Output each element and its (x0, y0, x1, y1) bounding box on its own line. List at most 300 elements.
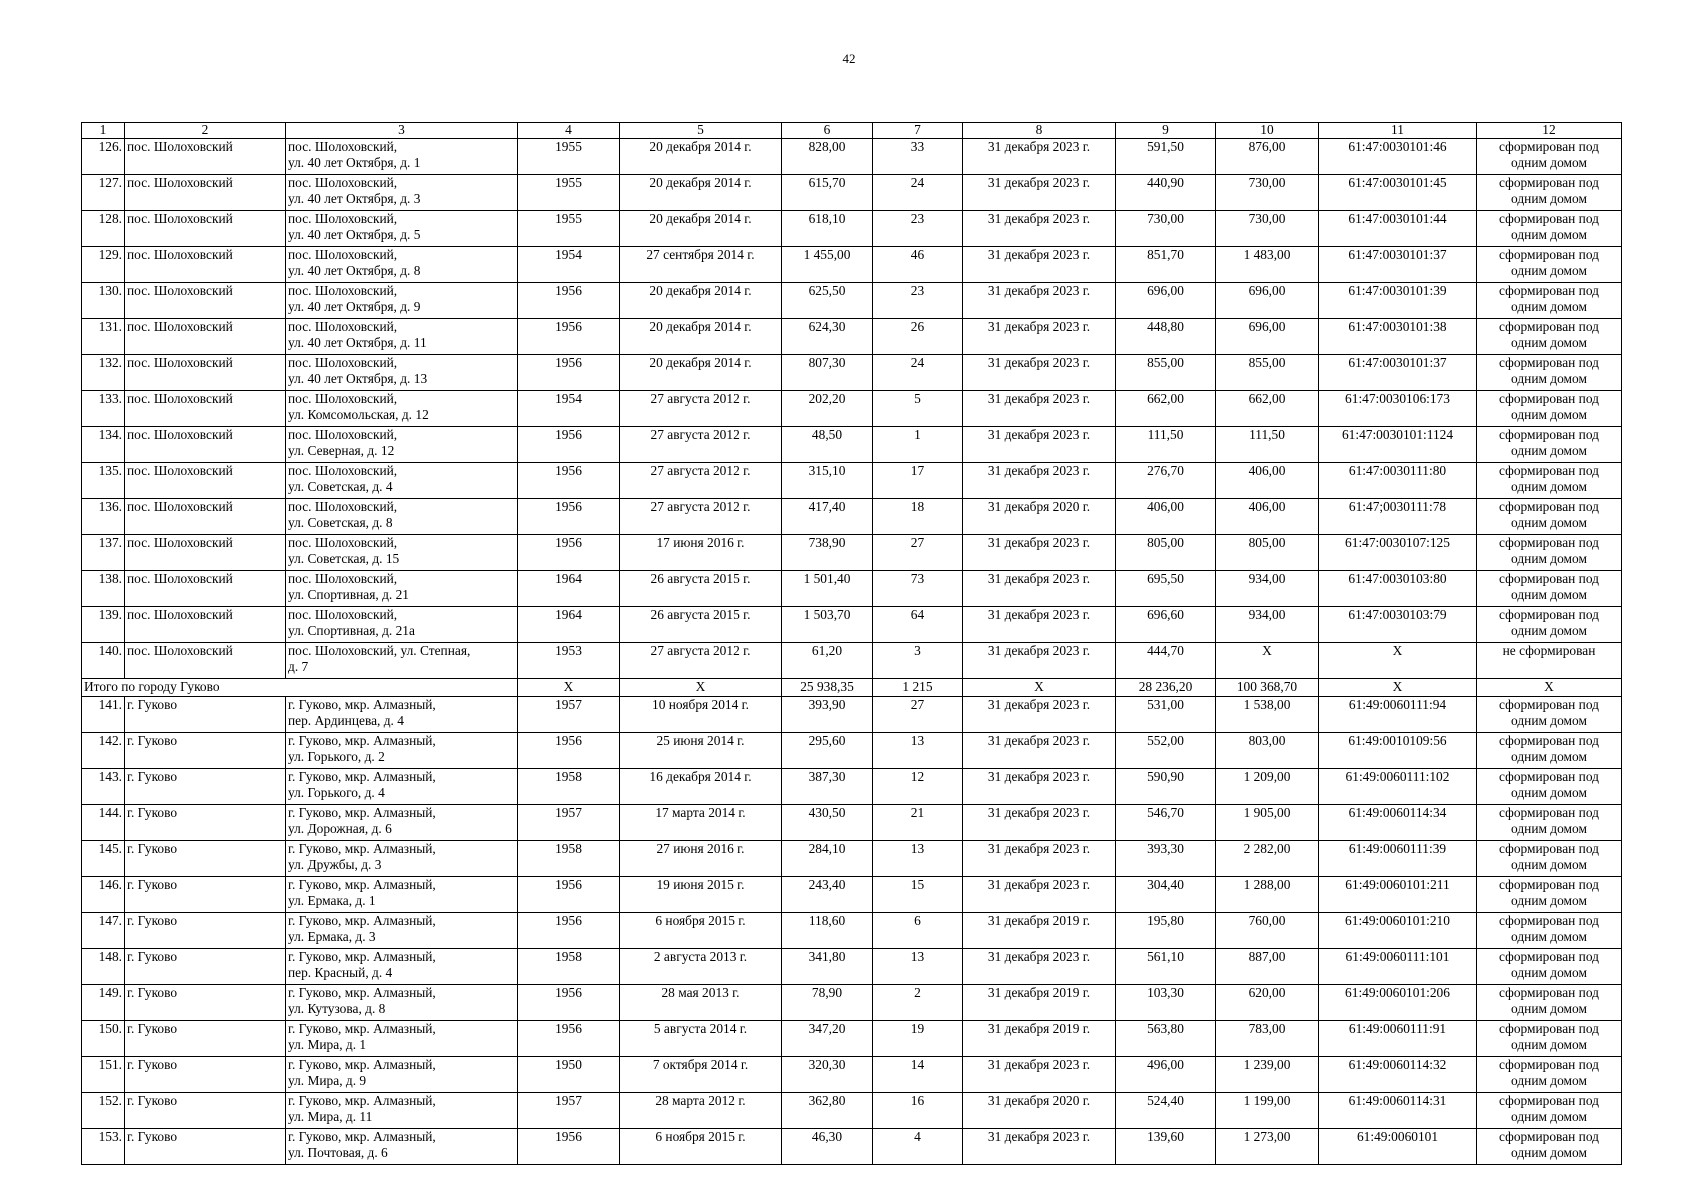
col9-cell: 444,70 (1116, 643, 1216, 679)
deadline-cell: 31 декабря 2023 г. (963, 949, 1116, 985)
address-cell (286, 1129, 518, 1165)
settlement-cell: пос. Шолоховский (125, 607, 286, 643)
status-cell-line2: одним домом (1511, 623, 1587, 638)
residents-cell: 6 (873, 913, 963, 949)
address-cell-line1: г. Гуково, мкр. Алмазный, (288, 769, 436, 784)
address-cell-line1: пос. Шолоховский, (288, 571, 398, 586)
col9-cell: 139,60 (1116, 1129, 1216, 1165)
area-cell: 1 455,00 (782, 247, 873, 283)
col9-cell: 696,60 (1116, 607, 1216, 643)
area-cell: 1 501,40 (782, 571, 873, 607)
table-row (82, 643, 1622, 679)
col9-cell: 393,30 (1116, 841, 1216, 877)
area-cell: 341,80 (782, 949, 873, 985)
col10-cell: 1 239,00 (1216, 1057, 1319, 1093)
status-cell-line2: одним домом (1511, 515, 1587, 530)
address-cell (286, 607, 518, 643)
date-cell: 20 декабря 2014 г. (620, 283, 782, 319)
settlement-cell: г. Гуково (125, 805, 286, 841)
status-cell-line2: одним домом (1511, 965, 1587, 980)
address-cell-line2: ул. Горького, д. 2 (288, 749, 385, 764)
status-cell-line1: сформирован под (1499, 805, 1599, 820)
status-cell-line2: одним домом (1511, 263, 1587, 278)
status-cell-line2: одним домом (1511, 857, 1587, 872)
area-cell: 828,00 (782, 139, 873, 175)
address-cell-line1: г. Гуково, мкр. Алмазный, (288, 1129, 436, 1144)
row-number: 138. (82, 571, 125, 607)
col10-cell: Х (1216, 643, 1319, 679)
deadline-cell: 31 декабря 2023 г. (963, 355, 1116, 391)
address-cell-line2: пер. Красный, д. 4 (288, 965, 393, 980)
cadastral-cell: 61:47:0030103:79 (1319, 607, 1477, 643)
address-cell-line1: пос. Шолоховский, (288, 535, 398, 550)
deadline-cell: 31 декабря 2023 г. (963, 877, 1116, 913)
status-cell-line2: одним домом (1511, 821, 1587, 836)
residents-cell: 19 (873, 1021, 963, 1057)
column-header: 1 (82, 123, 125, 139)
col10-cell: 696,00 (1216, 319, 1319, 355)
residents-cell: 27 (873, 535, 963, 571)
settlement-cell: г. Гуково (125, 913, 286, 949)
col10-cell: 876,00 (1216, 139, 1319, 175)
cadastral-cell: 61:49:0060111:91 (1319, 1021, 1477, 1057)
deadline-cell: 31 декабря 2023 г. (963, 1057, 1116, 1093)
table-row (82, 319, 1622, 355)
row-number: 135. (82, 463, 125, 499)
deadline-cell: 31 декабря 2023 г. (963, 607, 1116, 643)
cadastral-cell: 61:47:0030101:37 (1319, 355, 1477, 391)
col10-cell: 803,00 (1216, 733, 1319, 769)
address-cell-line1: г. Гуково, мкр. Алмазный, (288, 841, 436, 856)
area-cell: 615,70 (782, 175, 873, 211)
status-cell-line2: одним домом (1511, 227, 1587, 242)
residents-cell: 23 (873, 211, 963, 247)
address-cell-line2: ул. 40 лет Октября, д. 3 (288, 191, 421, 206)
residents-cell: 16 (873, 1093, 963, 1129)
area-cell: 48,50 (782, 427, 873, 463)
cadastral-cell: Х (1319, 643, 1477, 679)
settlement-cell: пос. Шолоховский (125, 535, 286, 571)
address-cell-line1: пос. Шолоховский, (288, 247, 398, 262)
status-cell (1477, 733, 1622, 769)
residents-cell: 17 (873, 463, 963, 499)
table-row (82, 1057, 1622, 1093)
status-cell-line1: сформирован под (1499, 1129, 1599, 1144)
table-row (82, 1129, 1622, 1165)
row-number: 130. (82, 283, 125, 319)
date-cell: 6 ноября 2015 г. (620, 1129, 782, 1165)
row-number: 151. (82, 1057, 125, 1093)
date-cell: 10 ноября 2014 г. (620, 697, 782, 733)
table-row (82, 175, 1622, 211)
date-cell: 16 декабря 2014 г. (620, 769, 782, 805)
address-cell-line1: г. Гуково, мкр. Алмазный, (288, 1093, 436, 1108)
col10-cell: 1 273,00 (1216, 1129, 1319, 1165)
status-cell (1477, 1021, 1622, 1057)
row-number: 131. (82, 319, 125, 355)
settlement-cell: г. Гуково (125, 1021, 286, 1057)
status-cell-line1: сформирован под (1499, 841, 1599, 856)
col10-cell: 1 288,00 (1216, 877, 1319, 913)
address-cell (286, 283, 518, 319)
date-cell: 20 декабря 2014 г. (620, 175, 782, 211)
address-cell-line1: пос. Шолоховский, (288, 139, 398, 154)
row-number: 142. (82, 733, 125, 769)
column-header: 10 (1216, 123, 1319, 139)
residents-cell: 12 (873, 769, 963, 805)
year-cell: 1956 (518, 985, 620, 1021)
address-cell-line2: ул. 40 лет Октября, д. 13 (288, 371, 428, 386)
table-row (82, 211, 1622, 247)
deadline-cell: 31 декабря 2023 г. (963, 841, 1116, 877)
date-cell: 27 августа 2012 г. (620, 427, 782, 463)
residents-cell: 2 (873, 985, 963, 1021)
address-cell-line1: г. Гуково, мкр. Алмазный, (288, 697, 436, 712)
address-cell (286, 463, 518, 499)
row-number: 148. (82, 949, 125, 985)
row-number: 140. (82, 643, 125, 679)
row-number: 144. (82, 805, 125, 841)
status-cell (1477, 211, 1622, 247)
cadastral-cell: 61:49:0060114:31 (1319, 1093, 1477, 1129)
status-cell (1477, 247, 1622, 283)
cadastral-cell: 61:49:0060101:211 (1319, 877, 1477, 913)
total-c5: Х (620, 679, 782, 697)
deadline-cell: 31 декабря 2023 г. (963, 1129, 1116, 1165)
cadastral-cell: 61:47:0030101:37 (1319, 247, 1477, 283)
settlement-cell: пос. Шолоховский (125, 499, 286, 535)
date-cell: 7 октября 2014 г. (620, 1057, 782, 1093)
residents-cell: 33 (873, 139, 963, 175)
deadline-cell: 31 декабря 2023 г. (963, 697, 1116, 733)
col10-cell: 696,00 (1216, 283, 1319, 319)
residents-cell: 13 (873, 841, 963, 877)
table-row (82, 733, 1622, 769)
cadastral-cell: 61:47:0030111:80 (1319, 463, 1477, 499)
status-cell (1477, 769, 1622, 805)
table-row (82, 769, 1622, 805)
settlement-cell: пос. Шолоховский (125, 175, 286, 211)
settlement-cell: пос. Шолоховский (125, 211, 286, 247)
column-header: 8 (963, 123, 1116, 139)
table-row (82, 427, 1622, 463)
year-cell: 1956 (518, 535, 620, 571)
status-cell-line1: не сформирован (1502, 643, 1596, 658)
area-cell: 78,90 (782, 985, 873, 1021)
residents-cell: 3 (873, 643, 963, 679)
col9-cell: 406,00 (1116, 499, 1216, 535)
table-row (82, 571, 1622, 607)
cadastral-cell: 61:47:0030103:80 (1319, 571, 1477, 607)
row-number: 152. (82, 1093, 125, 1129)
status-cell-line1: сформирован под (1499, 463, 1599, 478)
deadline-cell: 31 декабря 2023 г. (963, 211, 1116, 247)
residents-cell: 1 (873, 427, 963, 463)
status-cell-line1: сформирован под (1499, 697, 1599, 712)
address-cell (286, 1021, 518, 1057)
col9-cell: 304,40 (1116, 877, 1216, 913)
address-cell-line1: г. Гуково, мкр. Алмазный, (288, 733, 436, 748)
status-cell (1477, 841, 1622, 877)
table-row (82, 535, 1622, 571)
area-cell: 625,50 (782, 283, 873, 319)
address-cell-line2: ул. Почтовая, д. 6 (288, 1145, 388, 1160)
table-row (82, 499, 1622, 535)
date-cell: 26 августа 2015 г. (620, 607, 782, 643)
residents-cell: 64 (873, 607, 963, 643)
settlement-cell: пос. Шолоховский (125, 283, 286, 319)
cadastral-cell: 61:47:0030106:173 (1319, 391, 1477, 427)
settlement-cell: г. Гуково (125, 1093, 286, 1129)
status-cell-line2: одним домом (1511, 785, 1587, 800)
col10-cell: 620,00 (1216, 985, 1319, 1021)
address-cell (286, 697, 518, 733)
area-cell: 284,10 (782, 841, 873, 877)
col9-cell: 111,50 (1116, 427, 1216, 463)
col10-cell: 730,00 (1216, 175, 1319, 211)
total-c8: Х (963, 679, 1116, 697)
col9-cell: 696,00 (1116, 283, 1216, 319)
year-cell: 1956 (518, 463, 620, 499)
deadline-cell: 31 декабря 2023 г. (963, 175, 1116, 211)
date-cell: 6 ноября 2015 г. (620, 913, 782, 949)
date-cell: 27 июня 2016 г. (620, 841, 782, 877)
address-cell (286, 805, 518, 841)
cadastral-cell: 61:49:0060111:39 (1319, 841, 1477, 877)
status-cell-line1: сформирован под (1499, 949, 1599, 964)
area-cell: 362,80 (782, 1093, 873, 1129)
status-cell (1477, 1093, 1622, 1129)
residents-cell: 4 (873, 1129, 963, 1165)
col9-cell: 524,40 (1116, 1093, 1216, 1129)
year-cell: 1956 (518, 913, 620, 949)
address-cell-line1: г. Гуково, мкр. Алмазный, (288, 913, 436, 928)
column-header: 4 (518, 123, 620, 139)
cadastral-cell: 61:47:0030101:1124 (1319, 427, 1477, 463)
col10-cell: 406,00 (1216, 463, 1319, 499)
cadastral-cell: 61:47;0030111:78 (1319, 499, 1477, 535)
address-cell (286, 247, 518, 283)
col9-cell: 563,80 (1116, 1021, 1216, 1057)
col9-cell: 855,00 (1116, 355, 1216, 391)
address-cell-line2: ул. 40 лет Октября, д. 1 (288, 155, 421, 170)
date-cell: 20 декабря 2014 г. (620, 355, 782, 391)
date-cell: 26 августа 2015 г. (620, 571, 782, 607)
address-cell-line1: г. Гуково, мкр. Алмазный, (288, 985, 436, 1000)
address-cell (286, 139, 518, 175)
col9-cell: 591,50 (1116, 139, 1216, 175)
row-number: 136. (82, 499, 125, 535)
table-row (82, 877, 1622, 913)
address-cell (286, 211, 518, 247)
status-cell-line2: одним домом (1511, 749, 1587, 764)
residents-cell: 26 (873, 319, 963, 355)
total-label: Итого по городу Гуково (82, 679, 518, 697)
date-cell: 28 марта 2012 г. (620, 1093, 782, 1129)
column-header: 11 (1319, 123, 1477, 139)
settlement-cell: пос. Шолоховский (125, 247, 286, 283)
year-cell: 1957 (518, 1093, 620, 1129)
status-cell-line2: одним домом (1511, 1073, 1587, 1088)
status-cell-line1: сформирован под (1499, 355, 1599, 370)
date-cell: 17 марта 2014 г. (620, 805, 782, 841)
cadastral-cell: 61:47:0030101:39 (1319, 283, 1477, 319)
row-number: 128. (82, 211, 125, 247)
column-header: 7 (873, 123, 963, 139)
settlement-cell: пос. Шолоховский (125, 139, 286, 175)
status-cell (1477, 391, 1622, 427)
status-cell-line1: сформирован под (1499, 733, 1599, 748)
deadline-cell: 31 декабря 2019 г. (963, 913, 1116, 949)
area-cell: 118,60 (782, 913, 873, 949)
address-cell-line2: ул. Горького, д. 4 (288, 785, 385, 800)
row-number: 147. (82, 913, 125, 949)
address-cell (286, 391, 518, 427)
address-cell (286, 571, 518, 607)
area-cell: 320,30 (782, 1057, 873, 1093)
residents-cell: 15 (873, 877, 963, 913)
status-cell-line1: сформирован под (1499, 1057, 1599, 1072)
year-cell: 1955 (518, 211, 620, 247)
settlement-cell: г. Гуково (125, 985, 286, 1021)
col9-cell: 730,00 (1116, 211, 1216, 247)
status-cell-line1: сформирован под (1499, 985, 1599, 1000)
col9-cell: 851,70 (1116, 247, 1216, 283)
address-cell-line1: пос. Шолоховский, (288, 355, 398, 370)
area-cell: 1 503,70 (782, 607, 873, 643)
cadastral-cell: 61:49:0060101 (1319, 1129, 1477, 1165)
col9-cell: 448,80 (1116, 319, 1216, 355)
settlement-cell: г. Гуково (125, 1129, 286, 1165)
col9-cell: 805,00 (1116, 535, 1216, 571)
date-cell: 20 декабря 2014 г. (620, 319, 782, 355)
year-cell: 1957 (518, 805, 620, 841)
address-cell (286, 949, 518, 985)
year-cell: 1958 (518, 841, 620, 877)
status-cell-line2: одним домом (1511, 893, 1587, 908)
table-row (82, 283, 1622, 319)
status-cell (1477, 949, 1622, 985)
status-cell (1477, 607, 1622, 643)
settlement-cell: пос. Шолоховский (125, 319, 286, 355)
settlement-cell: пос. Шолоховский (125, 463, 286, 499)
residents-cell: 14 (873, 1057, 963, 1093)
settlement-cell: пос. Шолоховский (125, 391, 286, 427)
year-cell: 1956 (518, 1021, 620, 1057)
col9-cell: 195,80 (1116, 913, 1216, 949)
address-cell-line1: пос. Шолоховский, (288, 391, 398, 406)
status-cell (1477, 535, 1622, 571)
status-cell (1477, 139, 1622, 175)
status-cell (1477, 985, 1622, 1021)
area-cell: 430,50 (782, 805, 873, 841)
col10-cell: 805,00 (1216, 535, 1319, 571)
status-cell-line2: одним домом (1511, 713, 1587, 728)
residents-cell: 46 (873, 247, 963, 283)
col10-cell: 111,50 (1216, 427, 1319, 463)
area-cell: 315,10 (782, 463, 873, 499)
deadline-cell: 31 декабря 2023 г. (963, 139, 1116, 175)
area-cell: 202,20 (782, 391, 873, 427)
address-cell (286, 427, 518, 463)
address-cell-line2: ул. Советская, д. 8 (288, 515, 393, 530)
status-cell-line2: одним домом (1511, 1037, 1587, 1052)
table-row (82, 805, 1622, 841)
address-cell-line2: д. 7 (288, 659, 309, 674)
address-cell-line2: ул. Комсомольская, д. 12 (288, 407, 429, 422)
address-cell-line2: ул. Кутузова, д. 8 (288, 1001, 386, 1016)
address-cell (286, 877, 518, 913)
deadline-cell: 31 декабря 2023 г. (963, 319, 1116, 355)
deadline-cell: 31 декабря 2023 г. (963, 769, 1116, 805)
year-cell: 1964 (518, 607, 620, 643)
total-row (82, 679, 1622, 697)
residents-cell: 21 (873, 805, 963, 841)
housing-register-table (81, 122, 1622, 1165)
settlement-cell: г. Гуково (125, 1057, 286, 1093)
col9-cell: 496,00 (1116, 1057, 1216, 1093)
row-number: 141. (82, 697, 125, 733)
column-header: 5 (620, 123, 782, 139)
date-cell: 2 августа 2013 г. (620, 949, 782, 985)
year-cell: 1956 (518, 1129, 620, 1165)
col10-cell: 1 538,00 (1216, 697, 1319, 733)
year-cell: 1957 (518, 697, 620, 733)
col10-cell: 730,00 (1216, 211, 1319, 247)
address-cell-line1: пос. Шолоховский, (288, 319, 398, 334)
area-cell: 738,90 (782, 535, 873, 571)
status-cell (1477, 697, 1622, 733)
row-number: 127. (82, 175, 125, 211)
date-cell: 27 августа 2012 г. (620, 391, 782, 427)
deadline-cell: 31 декабря 2023 г. (963, 283, 1116, 319)
row-number: 150. (82, 1021, 125, 1057)
row-number: 143. (82, 769, 125, 805)
address-cell (286, 175, 518, 211)
settlement-cell: г. Гуково (125, 841, 286, 877)
status-cell-line2: одним домом (1511, 407, 1587, 422)
status-cell-line2: одним домом (1511, 299, 1587, 314)
status-cell-line1: сформирован под (1499, 1021, 1599, 1036)
year-cell: 1954 (518, 247, 620, 283)
table-row (82, 355, 1622, 391)
col10-cell: 406,00 (1216, 499, 1319, 535)
column-header: 6 (782, 123, 873, 139)
status-cell (1477, 571, 1622, 607)
status-cell-line1: сформирован под (1499, 499, 1599, 514)
table-row (82, 247, 1622, 283)
row-number: 137. (82, 535, 125, 571)
status-cell (1477, 643, 1622, 679)
address-cell-line1: пос. Шолоховский, (288, 427, 398, 442)
deadline-cell: 31 декабря 2023 г. (963, 733, 1116, 769)
col9-cell: 103,30 (1116, 985, 1216, 1021)
area-cell: 624,30 (782, 319, 873, 355)
deadline-cell: 31 декабря 2023 г. (963, 463, 1116, 499)
status-cell (1477, 175, 1622, 211)
address-cell-line2: пер. Ардинцева, д. 4 (288, 713, 404, 728)
status-cell-line2: одним домом (1511, 479, 1587, 494)
deadline-cell: 31 декабря 2023 г. (963, 805, 1116, 841)
col10-cell: 887,00 (1216, 949, 1319, 985)
status-cell-line2: одним домом (1511, 155, 1587, 170)
status-cell-line1: сформирован под (1499, 391, 1599, 406)
area-cell: 61,20 (782, 643, 873, 679)
status-cell-line1: сформирован под (1499, 211, 1599, 226)
address-cell-line1: г. Гуково, мкр. Алмазный, (288, 949, 436, 964)
address-cell-line2: ул. Ермака, д. 1 (288, 893, 376, 908)
settlement-cell: г. Гуково (125, 949, 286, 985)
